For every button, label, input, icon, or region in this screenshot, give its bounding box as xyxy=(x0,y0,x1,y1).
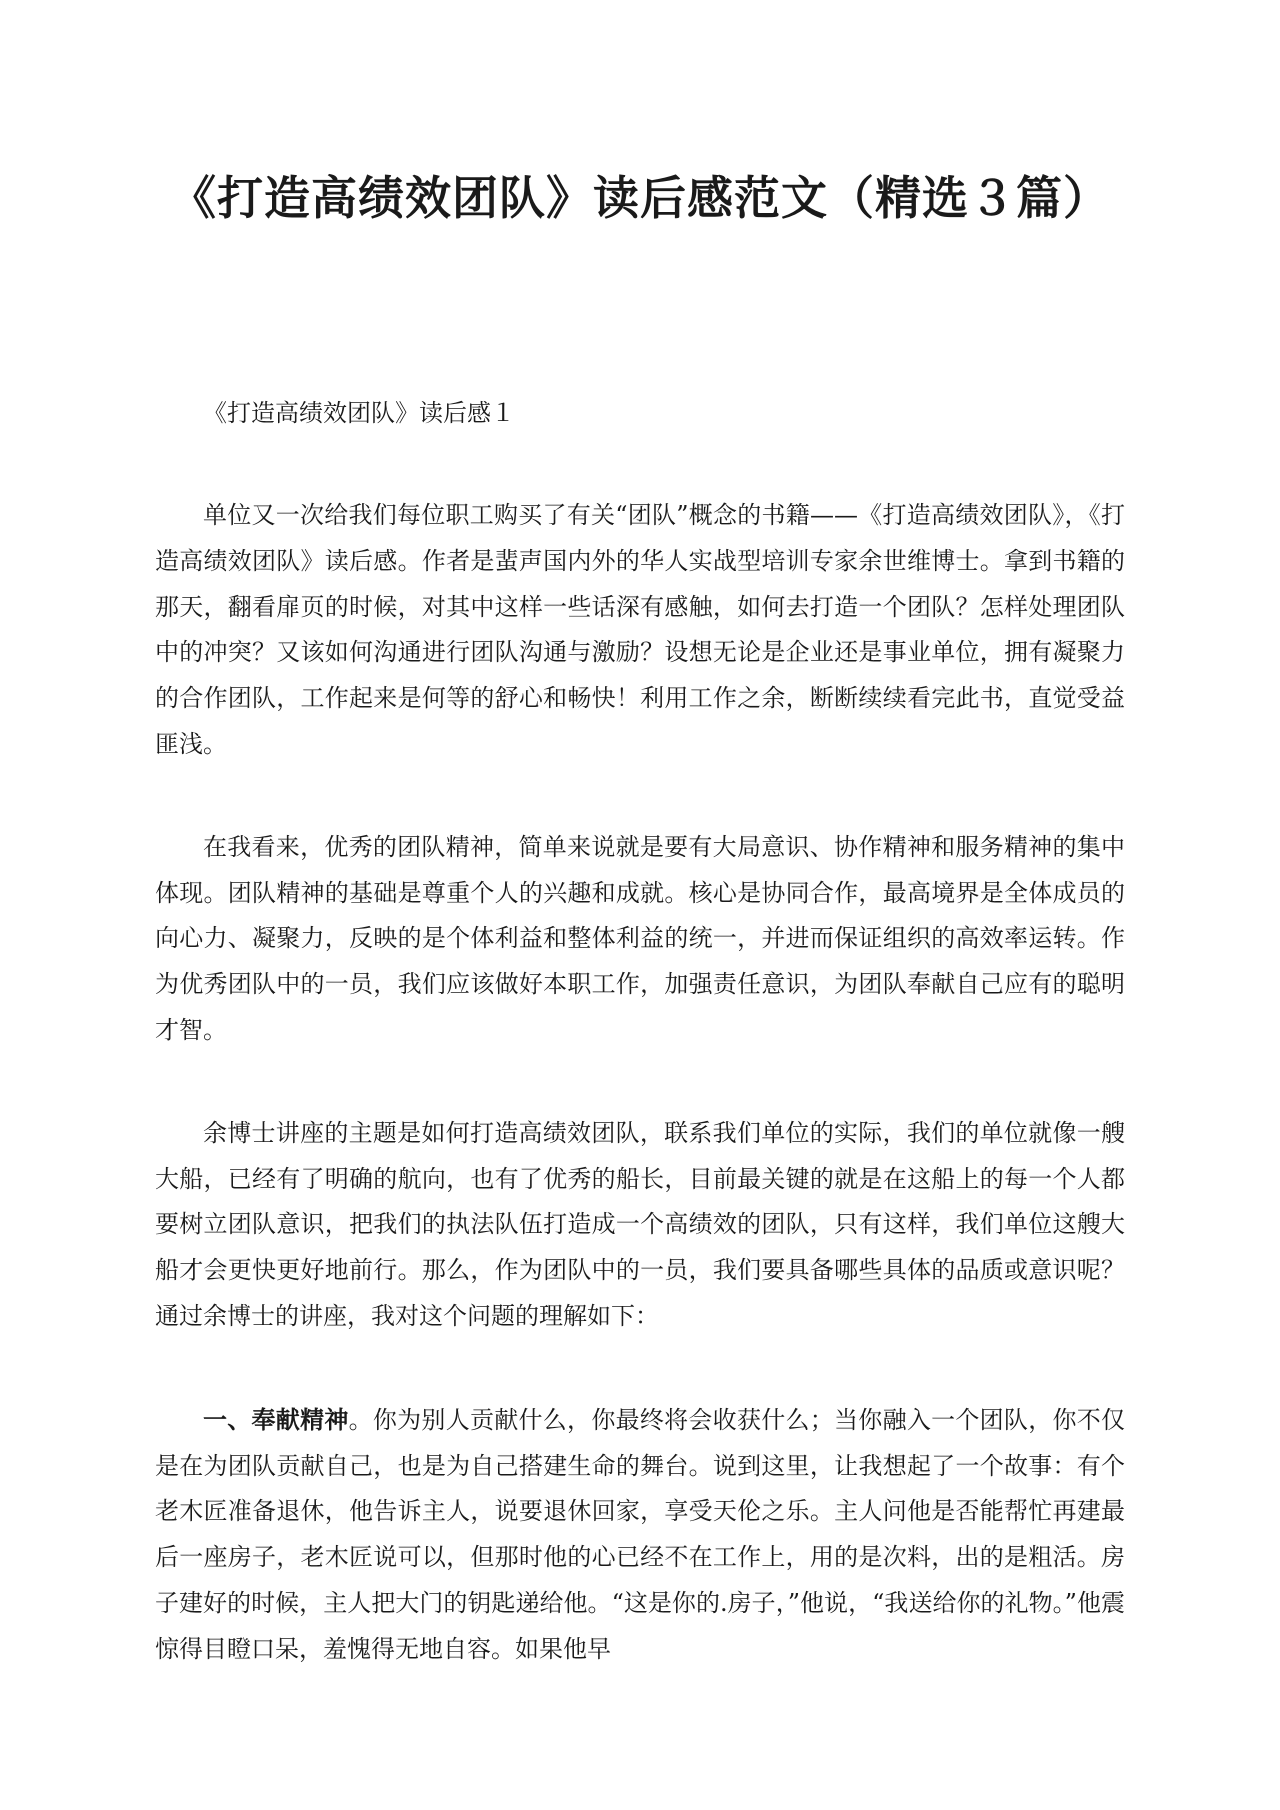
document-title: 《打造高绩效团队》读后感范文（精选３篇） xyxy=(170,171,1110,225)
point-one-lead: 一、奉献精神 xyxy=(203,1404,349,1434)
document-body xyxy=(155,395,1125,1673)
paragraph-2: 在我看来，优秀的团队精神，简单来说就是要有大局意识、协作精神和服务精神的集中体现。团队精神的基础是尊重个人的兴趣和成就。核心是协同合作，最高境界是全体成员的向心力、凝聚力，反映的是个体利益和整体利益的统一，并进而保证组织的高效率运转。作为优秀团队中的一员，我们应该做好本职工作，加强责任意识，为团队奉献自己应有的聪明才智。 xyxy=(155,832,1125,1044)
paragraph-1: 单位又一次给我们每位职工购买了有关“团队”概念的书籍——《打造高绩效团队》，《打造高绩效团队》读后感。作者是蜚声国内外的华人实战型培训专家余世维博士。拿到书籍的那天，翻看扉页的时候，对其中这样一些话深有感触，如何去打造一个团队？怎样处理团队中的冲突？又该如何沟通进行团队沟通与激励？设想无论是企业还是事业单位，拥有凝聚力的合作团队，工作起来是何等的舒心和畅快！利用工作之余，断断续续看完此书，直觉受益匪浅。 xyxy=(155,501,1125,758)
paragraph-3: 余博士讲座的主题是如何打造高绩效团队，联系我们单位的实际，我们的单位就像一艘大船，已经有了明确的航向，也有了优秀的船长，目前最关键的就是在这船上的每一个人都要树立团队意识，把我们的执法队伍打造成一个高绩效的团队，只有这样，我们单位这艘大船才会更快更好地前行。那么，作为团队中的一员，我们要具备哪些具体的品质或意识呢？通过余博士的讲座，我对这个问题的理解如下： xyxy=(155,1118,1125,1330)
paragraph-4 xyxy=(155,1397,1125,1673)
spacer xyxy=(155,1054,1125,1111)
spacer xyxy=(155,1340,1125,1397)
point-one-text: 。你为别人贡献什么，你最终将会收获什么；当你融入一个团队，你不仅是在为团队贡献自己，也是为自己搭建生命的舞台。说到这里，让我想起了一个故事：有个老木匠准备退休，他告诉主人，说要退休回家，享受天伦之乐。主人问他是否能帮忙再建最后一座房子，老木匠说可以，但那时他的心已经不在工作上，用的是次料，出的是粗活。房子建好的时候，主人把大门的钥匙递给他。“这是你的.房子，”他说，“我送给你的礼物。”他震惊得目瞪口呆，羞愧得无地自容。如果他早 xyxy=(155,1405,1126,1663)
section-heading: 《打造高绩效团队》读后感１ xyxy=(203,399,515,427)
spacer xyxy=(155,768,1125,825)
spacer xyxy=(155,431,1125,493)
